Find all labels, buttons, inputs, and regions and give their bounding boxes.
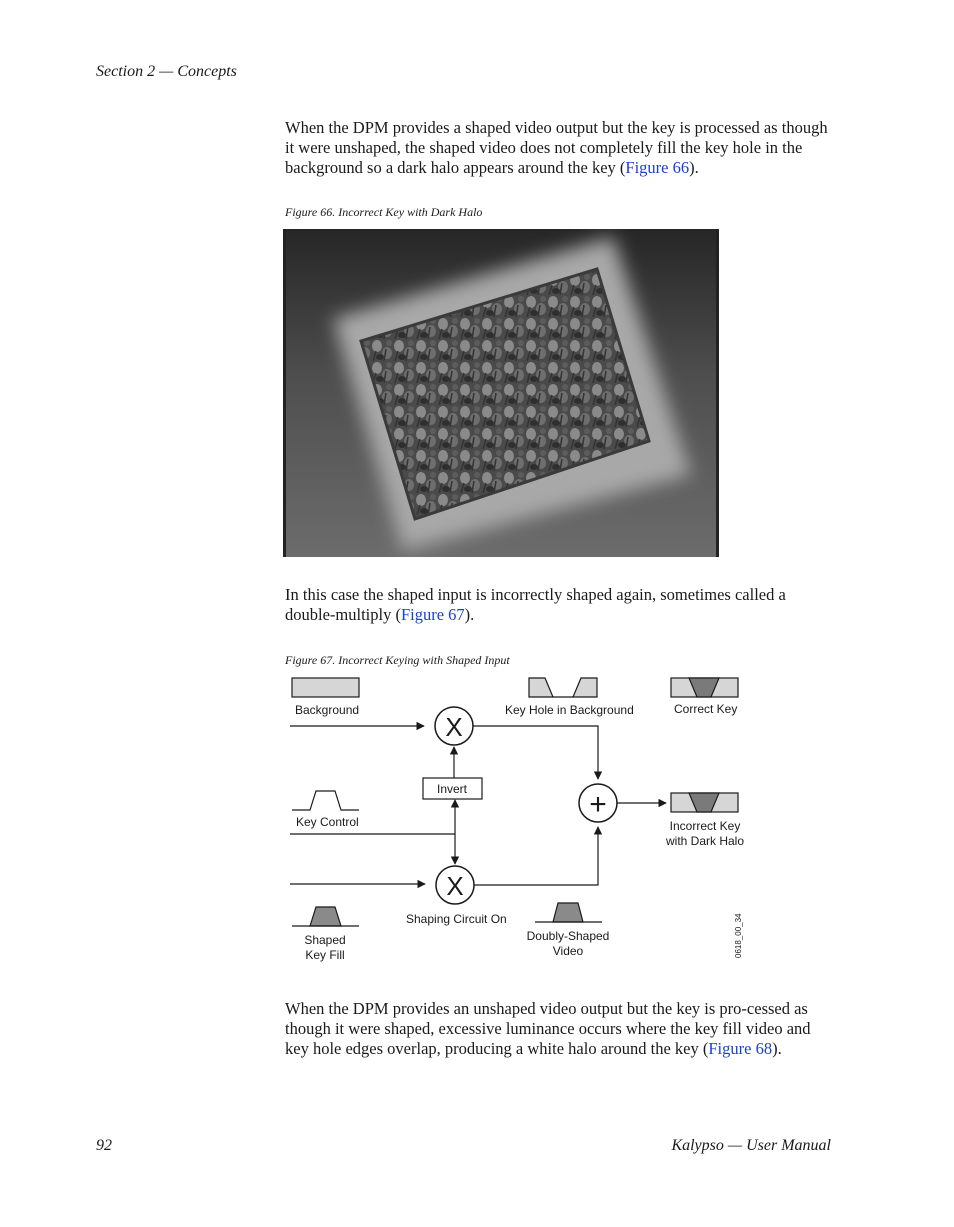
paragraph-text: In this case the shaped input is incorrectly shaped again, sometimes called a double-multiply ( bbox=[285, 585, 786, 624]
key-hole-label: Key Hole in Background bbox=[505, 703, 634, 717]
key-control-signal-shape bbox=[292, 791, 359, 810]
background-label: Background bbox=[295, 703, 360, 717]
paragraph-white-halo bbox=[285, 999, 833, 1058]
shaping-circuit-label: Shaping Circuit On bbox=[406, 912, 507, 926]
running-header: Section 2 — Concepts bbox=[96, 63, 237, 80]
paragraph-text: When the DPM provides a shaped video output but the key is processed as though it were unshaped, the shaped video does not completely fill the key hole in the background so a dark halo appears around the key ( bbox=[285, 118, 828, 177]
figure-66-image bbox=[283, 229, 719, 557]
figure-reference-code: 0618_00_34 bbox=[734, 913, 743, 958]
key-hole-signal-shape bbox=[529, 678, 597, 697]
adder-symbol: + bbox=[589, 788, 607, 821]
paragraph-tail: ). bbox=[464, 604, 475, 624]
incorrect-key-signal-shape bbox=[671, 793, 738, 812]
incorrect-key-label-line2: with Dark Halo bbox=[665, 834, 745, 848]
shaper-to-adder-line bbox=[474, 827, 598, 885]
paragraph-double-multiply bbox=[285, 585, 833, 625]
correct-key-label: Correct Key bbox=[674, 702, 738, 716]
keyhole-to-adder-line bbox=[473, 726, 598, 779]
key-control-label: Key Control bbox=[296, 815, 359, 829]
shaped-key-fill-label-line1: Shaped bbox=[304, 933, 346, 947]
paragraph-tail: ). bbox=[689, 157, 699, 177]
doubly-shaped-video-signal-shape bbox=[535, 903, 602, 922]
figure-68-link[interactable]: Figure 68 bbox=[708, 1038, 773, 1058]
shaped-key-fill-signal-shape bbox=[292, 907, 359, 926]
figure-67-diagram bbox=[283, 672, 753, 967]
incorrect-key-label-line1: Incorrect Key bbox=[669, 819, 741, 833]
invert-label: Invert bbox=[436, 782, 468, 796]
doubly-shaped-label-line2: Video bbox=[552, 944, 584, 958]
correct-key-signal-shape bbox=[671, 678, 738, 697]
multiplier-top-symbol: X bbox=[445, 712, 463, 742]
figure-66-caption: Figure 66. Incorrect Key with Dark Halo bbox=[285, 205, 483, 219]
manual-title: Kalypso — User Manual bbox=[671, 1137, 831, 1154]
background-signal-shape bbox=[292, 678, 359, 697]
paragraph-dark-halo bbox=[285, 118, 833, 177]
shaped-key-fill-label-line2: Key Fill bbox=[305, 948, 345, 962]
figure-66-link[interactable]: Figure 66 bbox=[625, 157, 690, 177]
page-number: 92 bbox=[96, 1137, 112, 1154]
figure-67-link[interactable]: Figure 67 bbox=[400, 604, 465, 624]
multiplier-bottom-symbol: X bbox=[446, 871, 464, 901]
figure-67-caption: Figure 67. Incorrect Keying with Shaped Input bbox=[285, 653, 510, 667]
doubly-shaped-label-line1: Doubly-Shaped bbox=[526, 929, 610, 943]
paragraph-text: When the DPM provides an unshaped video output but the key is pro-cessed as though it were shaped, excessive luminance occurs where the key fill video and key hole edges overlap, producing a white halo around the key ( bbox=[285, 999, 811, 1058]
paragraph-tail: ). bbox=[772, 1038, 782, 1058]
